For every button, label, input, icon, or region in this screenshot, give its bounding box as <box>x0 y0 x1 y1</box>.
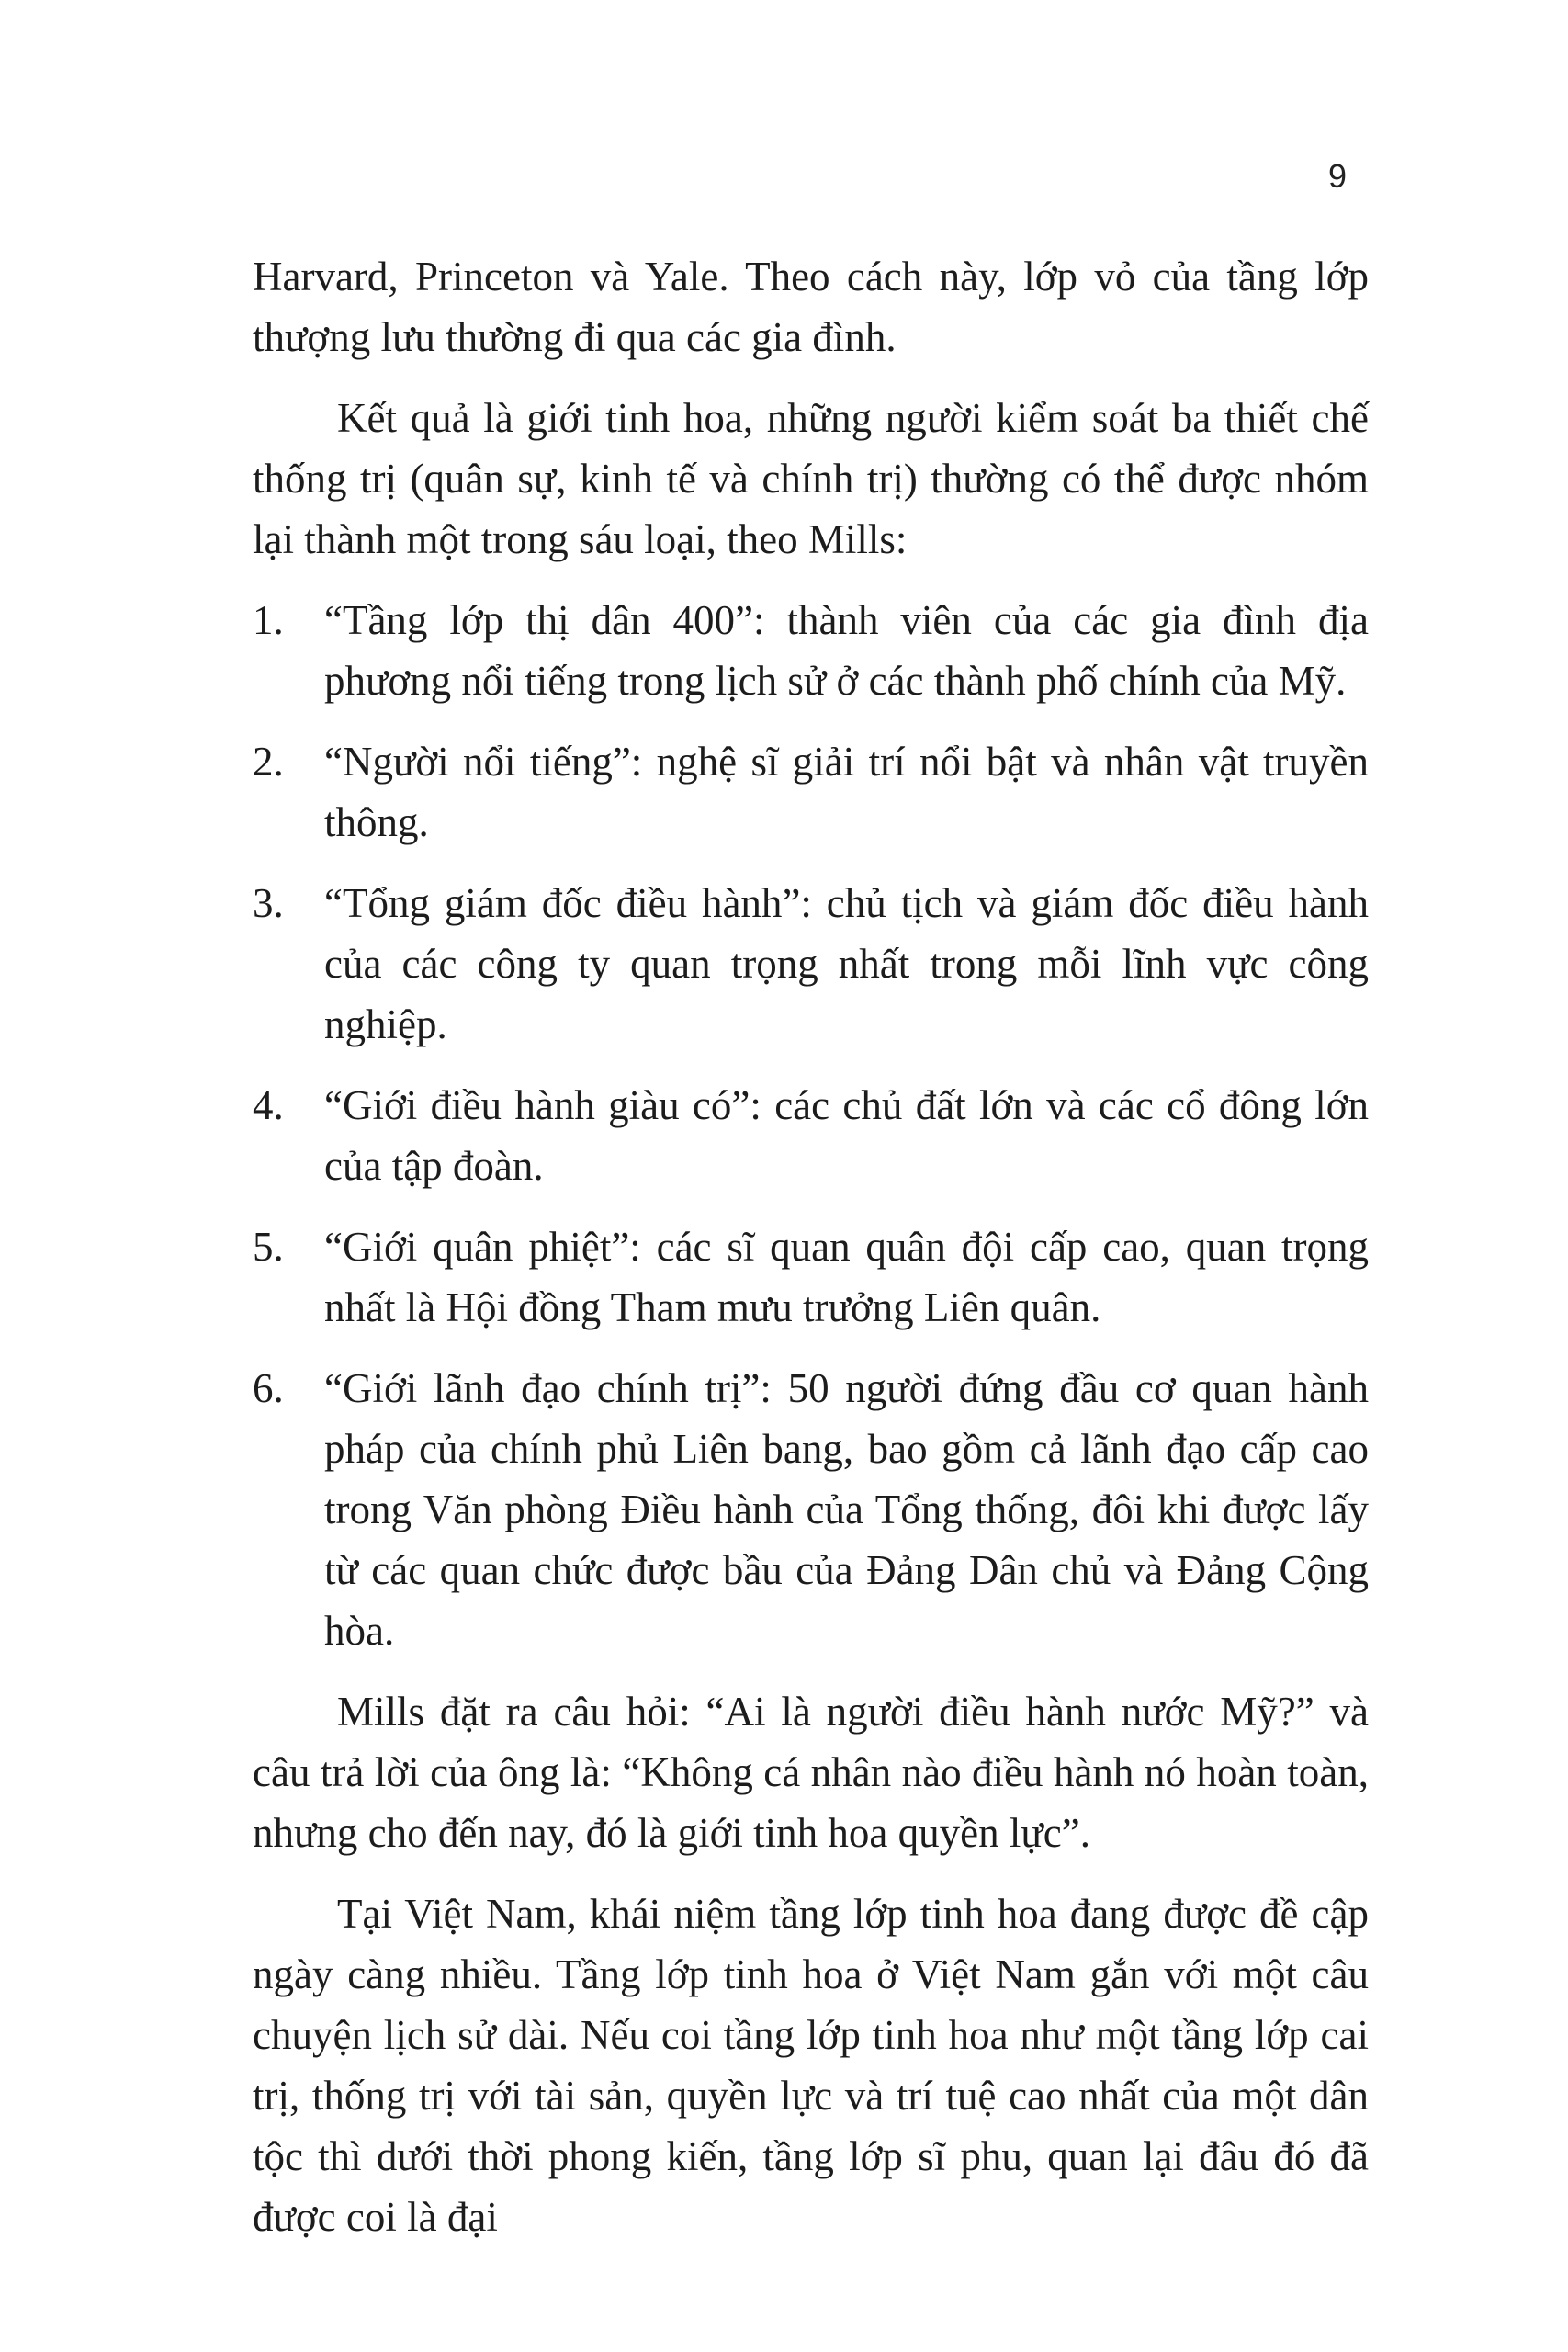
list-item <box>253 1075 1369 1196</box>
list-item-text: “Tầng lớp thị dân 400”: thành viên của các gia đình địa phương nổi tiếng trong lịch sử ở các thành phố chính của Mỹ. <box>324 597 1369 704</box>
page-number: 9 <box>1328 157 1348 195</box>
paragraph-continuation: Harvard, Princeton và Yale. Theo cách này, lớp vỏ của tầng lớp thượng lưu thường đi qua các gia đình. <box>253 254 1369 360</box>
list-item-text: “Giới lãnh đạo chính trị”: 50 người đứng đầu cơ quan hành pháp của chính phủ Liên bang, bao gồm cả lãnh đạo cấp cao trong Văn phòng Điều hành của Tổng thống, đôi khi được lấy từ các quan chức được bầu của Đảng Dân chủ và Đảng Cộng hòa. <box>324 1365 1369 1654</box>
list-item <box>253 731 1369 853</box>
list-item-number: 5. <box>253 1224 284 1270</box>
list-item <box>253 1216 1369 1338</box>
list-item-number: 3. <box>253 880 284 926</box>
list-item-text: “Giới điều hành giàu có”: các chủ đất lớn và các cổ đông lớn của tập đoàn. <box>324 1082 1369 1189</box>
list-item-text: “Tổng giám đốc điều hành”: chủ tịch và giám đốc điều hành của các công ty quan trọng nhất trong mỗi lĩnh vực công nghiệp. <box>324 880 1369 1047</box>
elite-categories-list <box>253 590 1369 1661</box>
list-item-text: “Giới quân phiệt”: các sĩ quan quân đội cấp cao, quan trọng nhất là Hội đồng Tham mưu trưởng Liên quân. <box>324 1224 1369 1330</box>
list-item-number: 6. <box>253 1365 284 1411</box>
list-item-number: 1. <box>253 597 284 643</box>
paragraph-mills-question: Mills đặt ra câu hỏi: “Ai là người điều hành nước Mỹ?” và câu trả lời của ông là: “Không cá nhân nào điều hành nó hoàn toàn, nhưng cho đến nay, đó là giới tinh hoa quyền lực”. <box>253 1689 1369 1856</box>
page-body <box>253 246 1369 2267</box>
list-item-text: “Người nổi tiếng”: nghệ sĩ giải trí nổi bật và nhân vật truyền thông. <box>324 739 1369 845</box>
list-item <box>253 590 1369 711</box>
paragraph-elite-categories-intro: Kết quả là giới tinh hoa, những người kiểm soát ba thiết chế thống trị (quân sự, kinh tế và chính trị) thường có thể được nhóm lại thành một trong sáu loại, theo Mills: <box>253 395 1369 562</box>
list-item-number: 4. <box>253 1082 284 1128</box>
paragraph-vietnam-elite: Tại Việt Nam, khái niệm tầng lớp tinh hoa đang được đề cập ngày càng nhiều. Tầng lớp tinh hoa ở Việt Nam gắn với một câu chuyện lịch sử dài. Nếu coi tầng lớp tinh hoa như một tầng lớp cai trị, thống trị với tài sản, quyền lực và trí tuệ cao nhất của một dân tộc thì dưới thời phong kiến, tầng lớp sĩ phu, quan lại đâu đó đã được coi là đại <box>253 1891 1369 2240</box>
list-item <box>253 873 1369 1055</box>
list-item <box>253 1358 1369 1661</box>
list-item-number: 2. <box>253 739 284 785</box>
